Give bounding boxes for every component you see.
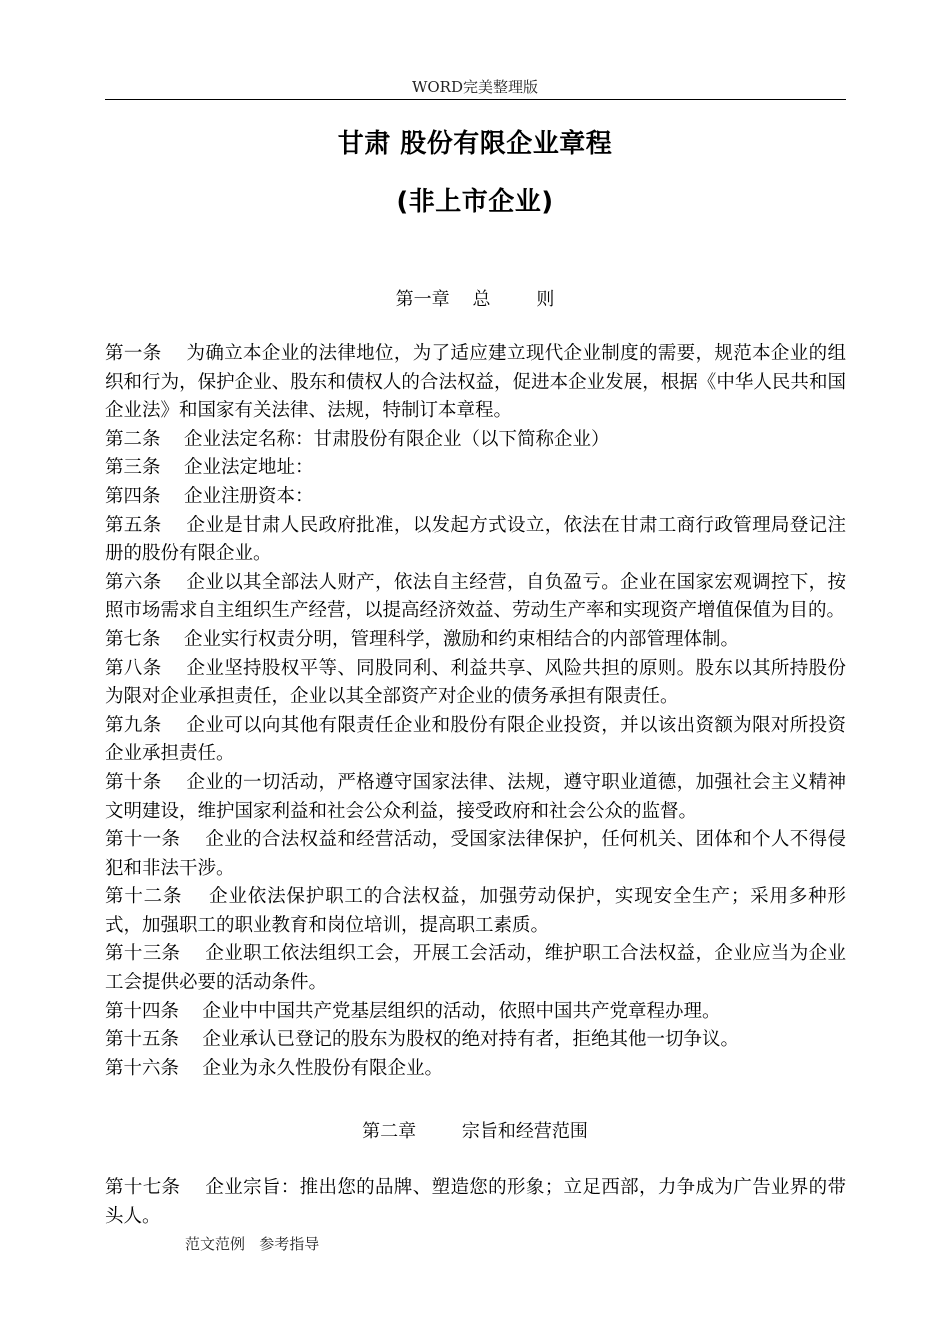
article-paragraph bbox=[105, 769, 846, 826]
article-number: 第十七条 bbox=[105, 1177, 181, 1198]
header-divider bbox=[105, 99, 846, 100]
article-paragraph bbox=[105, 483, 846, 512]
chapter-1-body bbox=[105, 340, 846, 1083]
article-paragraph bbox=[105, 940, 846, 997]
article-number: 第十五条 bbox=[105, 1029, 180, 1051]
article-paragraph bbox=[105, 655, 846, 712]
document-subtitle: (非上市企业) bbox=[396, 187, 554, 217]
page-header: WORD完美整理版 bbox=[411, 78, 539, 96]
article-number: 第八条 bbox=[105, 657, 162, 679]
article-number: 第三条 bbox=[105, 457, 161, 479]
article-number: 第十三条 bbox=[105, 943, 181, 965]
article-number: 第一条 bbox=[105, 343, 162, 364]
article-paragraph bbox=[105, 454, 846, 483]
article-text: 企业的一切活动，严格遵守国家法律、法规，遵守职业道德，加强社会主义精神文明建设，维护国家利益和社会公众利益，接受政府和社会公众的监督。 bbox=[105, 771, 846, 822]
article-paragraph bbox=[105, 712, 846, 769]
article-paragraph bbox=[105, 426, 846, 455]
article-text: 企业是甘肃人民政府批准，以发起方式设立，依法在甘肃工商行政管理局登记注册的股份有限企业。 bbox=[105, 514, 846, 565]
article-paragraph bbox=[105, 626, 846, 655]
article-paragraph bbox=[105, 998, 846, 1027]
article-paragraph bbox=[105, 569, 846, 626]
article-text: 企业中中国共产党基层组织的活动，依照中国共产党章程办理。 bbox=[202, 1000, 721, 1022]
article-number: 第七条 bbox=[105, 628, 161, 650]
article-text: 企业法定名称：甘肃股份有限企业（以下简称企业） bbox=[184, 428, 610, 450]
article-number: 第十二条 bbox=[105, 886, 183, 908]
article-number: 第十一条 bbox=[105, 829, 181, 851]
chapter-1-heading: 第一章 总 则 bbox=[395, 289, 555, 310]
article-number: 第二条 bbox=[105, 428, 161, 450]
article-number: 第十六条 bbox=[105, 1057, 180, 1079]
article-text: 企业以其全部法人财产，依法自主经营，自负盈亏。企业在国家宏观调控下，按照市场需求自主组织生产经营，以提高经济效益、劳动生产率和实现资产增值保值为目的。 bbox=[105, 571, 846, 622]
article-text: 企业的合法权益和经营活动，受国家法律保护，任何机关、团体和个人不得侵犯和非法干涉。 bbox=[105, 829, 846, 879]
article-text: 企业法定地址： bbox=[184, 457, 314, 479]
article-text: 企业为永久性股份有限企业。 bbox=[202, 1057, 444, 1079]
article-number: 第四条 bbox=[105, 485, 161, 507]
article-text: 企业宗旨：推出您的品牌、塑造您的形象；立足西部，力争成为广告业界的带头人。 bbox=[105, 1177, 846, 1227]
article-paragraph bbox=[105, 1026, 846, 1055]
article-paragraph bbox=[105, 340, 846, 426]
article-number: 第九条 bbox=[105, 714, 162, 736]
article-text: 企业职工依法组织工会，开展工会活动，维护职工合法权益，企业应当为企业工会提供必要的活动条件。 bbox=[105, 943, 846, 994]
article-number: 第十条 bbox=[105, 771, 162, 793]
article-number: 第五条 bbox=[105, 514, 162, 536]
article-paragraph bbox=[105, 512, 846, 569]
chapter-2-body bbox=[105, 1174, 846, 1231]
article-paragraph bbox=[105, 826, 846, 883]
article-text: 企业依法保护职工的合法权益，加强劳动保护，实现安全生产；采用多种形式，加强职工的职业教育和岗位培训，提高职工素质。 bbox=[105, 886, 846, 936]
article-number: 第十四条 bbox=[105, 1000, 180, 1022]
page-footer: 范文范例 参考指导 bbox=[185, 1235, 320, 1253]
article-paragraph bbox=[105, 1055, 846, 1084]
article-text: 企业坚持股权平等、同股同利、利益共享、风险共担的原则。股东以其所持股份为限对企业承担责任，企业以其全部资产对企业的债务承担有限责任。 bbox=[105, 657, 846, 708]
article-paragraph bbox=[105, 1174, 846, 1231]
article-text: 企业注册资本： bbox=[184, 485, 314, 507]
chapter-2-heading: 第二章 宗旨和经营范围 bbox=[362, 1121, 588, 1142]
article-text: 企业可以向其他有限责任企业和股份有限企业投资，并以该出资额为限对所投资企业承担责任。 bbox=[105, 714, 846, 765]
article-paragraph bbox=[105, 883, 846, 940]
article-text: 为确立本企业的法律地位，为了适应建立现代企业制度的需要，规范本企业的组织和行为，保护企业、股东和债权人的合法权益，促进本企业发展，根据《中华人民共和国企业法》和国家有关法律、法规，特制订本章程。 bbox=[105, 343, 846, 422]
article-text: 企业承认已登记的股东为股权的绝对持有者，拒绝其他一切争议。 bbox=[202, 1029, 740, 1051]
document-title: 甘肃 股份有限企业章程 bbox=[337, 129, 613, 159]
article-number: 第六条 bbox=[105, 571, 162, 593]
article-text: 企业实行权责分明，管理科学，激励和约束相结合的内部管理体制。 bbox=[184, 628, 740, 650]
